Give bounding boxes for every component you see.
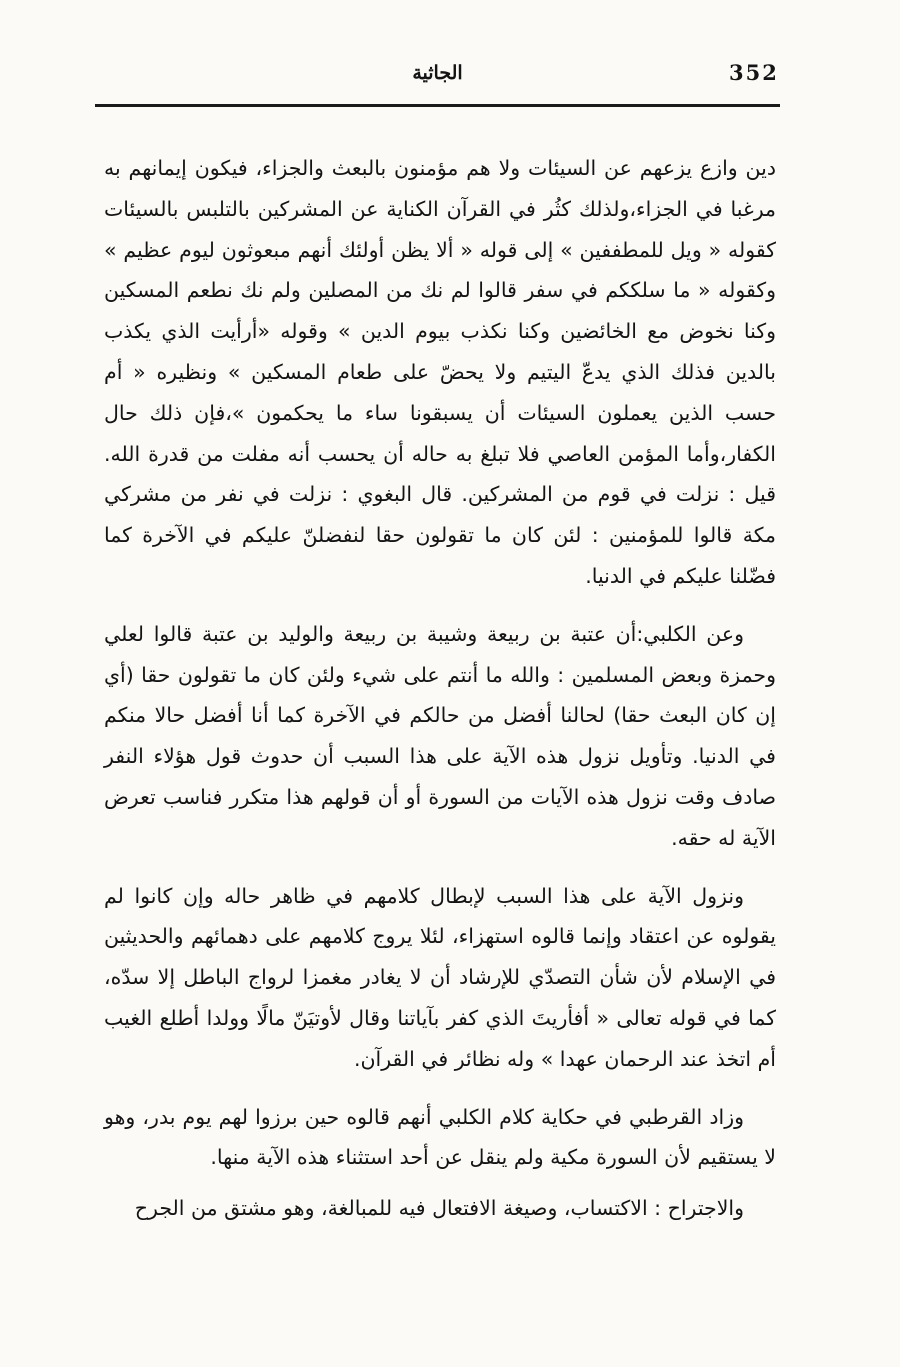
body-text bbox=[104, 148, 776, 1229]
paragraph-2: وعن الكلبي:أن عتبة بن ربيعة وشيبة بن ربيعة والوليد بن عتبة قالوا لعلي وحمزة وبعض المسلمين : والله ما أنتم على شيء ولئن كان ما تقولون حقا (أي إن كان البعث حقا) لحالنا أفضل من حالكم في الآخرة كما أنا أفضل حالا منكم في الدنيا. وتأويل نزول هذه الآية على هذا السبب أن حدوث قول هؤلاء النفر صادف وقت نزول هذه الآيات من السورة أو أن قولهم هذا متكرر فناسب تعرض الآية له حقه. bbox=[104, 621, 776, 850]
paragraph-gap bbox=[104, 1178, 776, 1188]
page-number: 352 bbox=[729, 60, 779, 85]
paragraph-gap bbox=[104, 1080, 776, 1097]
page-header bbox=[95, 52, 780, 104]
paragraph-gap bbox=[104, 859, 776, 876]
header-rule bbox=[95, 104, 780, 107]
running-title: الجاثية bbox=[412, 62, 463, 84]
paragraph-3: ونزول الآية على هذا السبب لإبطال كلامهم في ظاهر حاله وإن كانوا لم يقولوه عن اعتقاد وإنما قالوه استهزاء، لئلا يروج كلامهم على دهمائهم والحديثين في الإسلام لأن شأن التصدّي للإرشاد أن لا يغادر مغمزا لرواج الباطل إلا سدّه، كما في قوله تعالى « أفأريتَ الذي كفر بآياتنا وقال لأوتيَنّ مالًا وولدا أطلع الغيب أم اتخذ عند الرحمان عهدا » وله نظائر في القرآن. bbox=[104, 883, 776, 1071]
paragraph-5: والاجتراح : الاكتساب، وصيغة الافتعال فيه للمبالغة، وهو مشتق من الجرح bbox=[134, 1196, 744, 1221]
paragraph-gap bbox=[104, 597, 776, 614]
paragraph-1: دين وازع يزعهم عن السيئات ولا هم مؤمنون بالبعث والجزاء، فيكون إيمانهم به مرغبا في الجزاء،ولذلك كثُر في القرآن الكناية عن المشركين بالتلبس بالسيئات كقوله « ويل للمطففين » إلى قوله « ألا يظن أولئك أنهم مبعوثون ليوم عظيم » وكقوله « ما سلككم في سفر قالوا لم نك من المصلين ولم نك نطعم المسكين وكنا نخوض مع الخائضين وكنا نكذب بيوم الدين » وقوله «أرأيت الذي يكذب بالدين فذلك الذي يدعّ اليتيم ولا يحضّ على طعام المسكين » ونظيره « أم حسب الذين يعملون السيئات أن يسبقونا ساء ما يحكمون »،فإن ذلك حال الكفار،وأما المؤمن العاصي فلا تبلغ به حاله أن يحسب أنه مفلت من قدرة الله. قيل : نزلت في قوم من المشركين. قال البغوي : نزلت في نفر من مشركي مكة قالوا للمؤمنين : لئن كان ما تقولون حقا لنفضلنّ عليكم في الآخرة كما فضّلنا عليكم في الدنيا. bbox=[104, 156, 776, 588]
paragraph-4: وزاد القرطبي في حكاية كلام الكلبي أنهم قالوه حين برزوا لهم يوم بدر، وهو لا يستقيم لأن السورة مكية ولم ينقل عن أحد استثناء هذه الآية منها. bbox=[104, 1104, 776, 1170]
